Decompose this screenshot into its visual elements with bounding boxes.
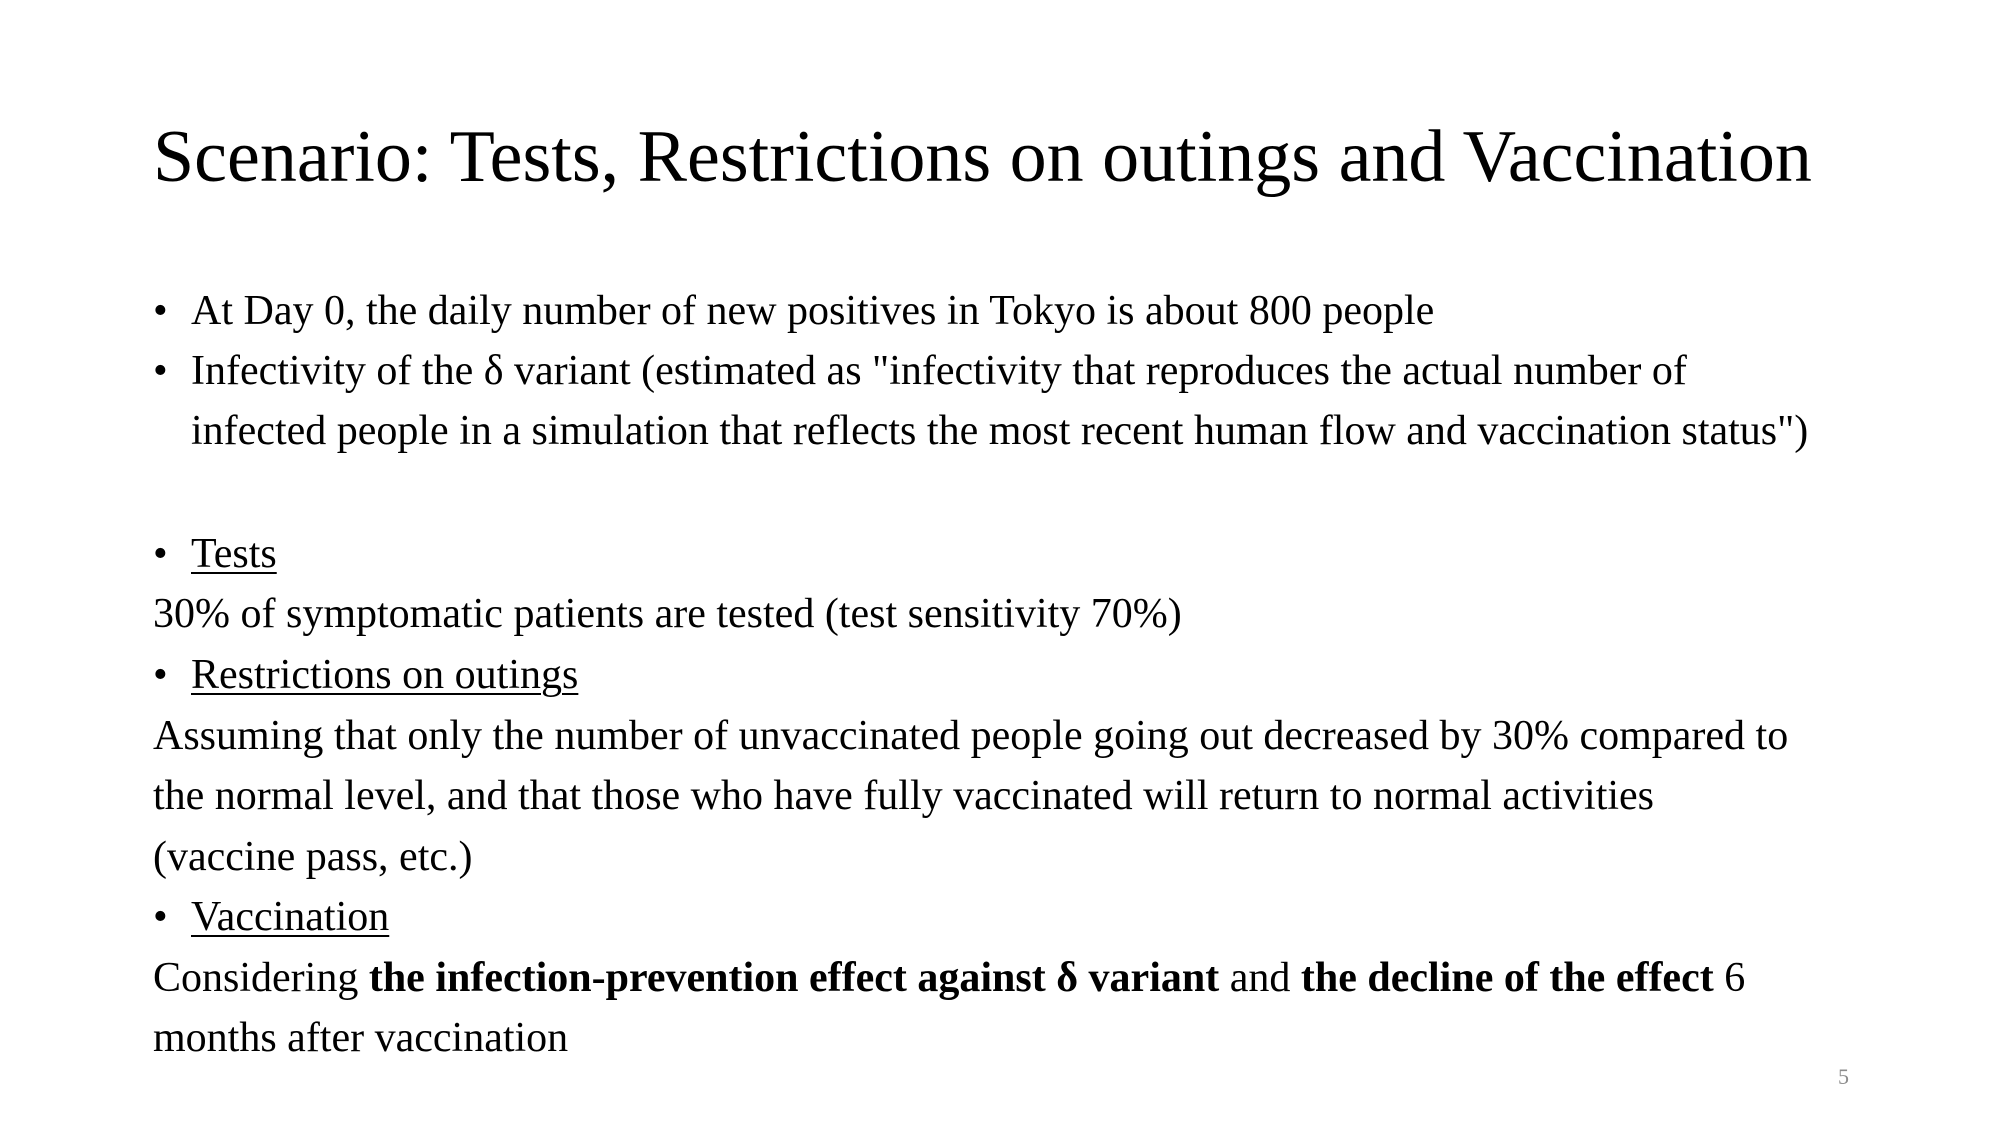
vaccination-text-1: Considering xyxy=(153,955,369,1001)
vaccination-bold-decline: the decline of the effect xyxy=(1300,955,1714,1001)
restrictions-line1: Assuming that only the number of unvaccinated people going out decreased by 30% compared to xyxy=(153,713,1789,759)
vaccination-bold-effect: the infection-prevention effect against δ variant xyxy=(368,955,1220,1001)
bullet-marker: • xyxy=(153,288,168,334)
bullet-marker: • xyxy=(153,531,168,577)
vaccination-line1 xyxy=(153,957,1745,999)
bullet-day0-text: At Day 0, the daily number of new positives in Tokyo is about 800 people xyxy=(191,288,1435,334)
bullet-marker: • xyxy=(153,652,168,698)
vaccination-text-2: and xyxy=(1219,955,1301,1001)
restrictions-line3: (vaccine pass, etc.) xyxy=(153,834,473,880)
vaccination-text-3: 6 xyxy=(1713,955,1746,1001)
bullet-marker: • xyxy=(153,348,168,394)
bullet-infectivity-line1: Infectivity of the δ variant (estimated as "infectivity that reproduces the actual number of xyxy=(191,348,1687,394)
restrictions-heading: Restrictions on outings xyxy=(191,652,579,698)
bullet-marker: • xyxy=(153,894,168,940)
tests-heading: Tests xyxy=(191,531,277,577)
restrictions-line2: the normal level, and that those who have fully vaccinated will return to normal activities xyxy=(153,773,1655,819)
vaccination-line2: months after vaccination xyxy=(153,1015,569,1061)
bullet-infectivity-line2: infected people in a simulation that reflects the most recent human flow and vaccination status") xyxy=(191,408,1809,454)
slide-title: Scenario: Tests, Restrictions on outings and Vaccination xyxy=(153,116,1812,198)
page-number: 5 xyxy=(1838,1064,1849,1089)
tests-text: 30% of symptomatic patients are tested (test sensitivity 70%) xyxy=(153,591,1182,637)
vaccination-heading: Vaccination xyxy=(191,894,390,940)
